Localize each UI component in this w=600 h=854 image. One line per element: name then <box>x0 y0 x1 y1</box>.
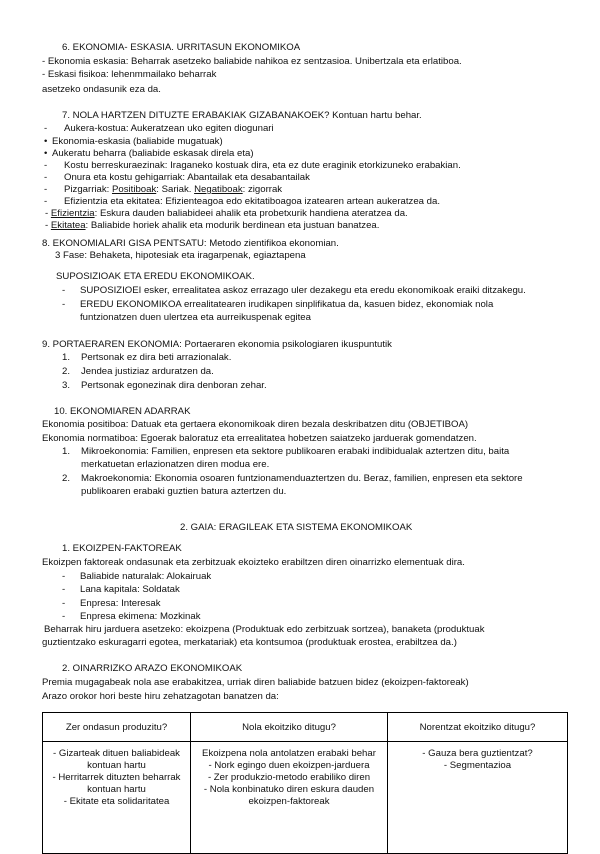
list-number: 3. <box>62 380 71 391</box>
dash-bullet: - <box>62 611 66 622</box>
cell-line: - Herritarrek dituzten beharrak <box>52 772 181 783</box>
section-10-item-1b: merkatuetan erlazionatzen diren modua ere. <box>81 459 270 470</box>
factor-item-1: Baliabide naturalak: Alokairuak <box>80 571 212 582</box>
section-7-item-8: - Efizientzia: Eskura dauden baliabideei ahalik eta probetxurik handiena ateratzea da. <box>45 208 408 219</box>
table-cell-how <box>191 742 388 854</box>
rewards-text: : Sariak. <box>156 184 195 195</box>
cell-line: - Nola konbinatuko diren eskura dauden <box>203 784 375 795</box>
factor-item-3: Enpresa: Interesak <box>80 598 161 609</box>
chapter-2-section-2-line-2: Arazo orokor hori beste hiru zehatzagotan banatzen da: <box>42 691 279 702</box>
list-number: 2. <box>62 366 71 377</box>
negative-term: Negatiboak <box>194 184 243 195</box>
section-10-line-2: Ekonomia normatiboa: Egoerak baloratuz eta errealitatea hobetzen saiatzeko jarduerak gomendatzen. <box>42 433 477 444</box>
section-7-item-7: Efizientzia eta ekitatea: Efizienteagoa edo ekitatiboagoa izatearen artean aukeratzea da. <box>64 196 441 207</box>
cell-line: - Segmentazioa <box>443 760 512 771</box>
section-10-item-1a: Mikroekonomia: Familien, enpresen eta sektore publikoaren erabaki indibidualak aztertzen ditu, baita <box>81 446 510 457</box>
cell-line: - Zer produkzio-metodo erabiliko diren <box>207 772 371 783</box>
chapter-2-section-2-title: 2. OINARRIZKO ARAZO EKONOMIKOAK <box>62 663 243 674</box>
dash-bullet: - <box>44 172 48 183</box>
factor-item-2: Lana kapitala: Soldatak <box>80 584 180 595</box>
dot-bullet: • <box>44 148 48 159</box>
cell-line: - Gizarteak dituen baliabideak <box>53 748 180 759</box>
economic-problems-table <box>42 712 568 854</box>
cell-line: - Nork egingo duen ekoizpen-jarduera <box>208 760 370 771</box>
list-number: 2. <box>62 473 71 484</box>
cell-line: kontuan hartu <box>87 760 146 771</box>
positive-term: Positiboak <box>111 184 157 195</box>
table-header-for-whom: Norentzat ekoitziko ditugu? <box>388 713 568 742</box>
section-6-line-3: asetzeko ondasunik eza da. <box>42 84 161 95</box>
chapter-2-section-1-para-1: Beharrak hiru jarduera asetzeko: ekoizpena (Produktuak edo zerbitzuak sortzea), banaketa (produktuak <box>44 624 485 635</box>
section-7-item-9: - Ekitatea: Baliabide horiek ahalik eta modurik berdinean eta justuan banatzea. <box>45 220 380 231</box>
dash-bullet: - <box>44 160 48 171</box>
section-8-item-1: SUPOSIZIOEI esker, errealitatea askoz errazago uler dezakegu eta eredu ekonomikoak eraiki ditzakegu. <box>80 285 526 296</box>
section-9-item-2: Jendea justiziaz arduratzen da. <box>81 366 214 377</box>
dot-bullet: • <box>44 136 48 147</box>
chapter-2-section-1-para-2: guztientzako eskuragarri egotea, merkatariak) eta kontsumoa (produktuak erostea, erabiltzea da.) <box>42 637 457 648</box>
incentives-label: Pizgarriak: <box>64 184 112 195</box>
section-8-subtitle: SUPOSIZIOAK ETA EREDU EKONOMIKOAK. <box>56 271 255 282</box>
cell-line: - Gauza bera guztientzat? <box>422 748 533 759</box>
cell-line: kontuan hartu <box>87 784 146 795</box>
section-10-item-2a: Makroekonomia: Ekonomia osoaren funtzionamenduaztertzen du. Beraz, familien, enpresen eta sektore <box>81 473 523 484</box>
dash-bullet: - <box>62 598 66 609</box>
section-8-item-2a: EREDU EKONOMIKOA errealitatearen irudikapen sinplifikatua da, kasuen bidez, ekonomiak nola <box>80 299 494 310</box>
factor-item-4: Enpresa ekimena: Mozkinak <box>80 611 201 622</box>
chapter-2-heading: 2. GAIA: ERAGILEAK ETA SISTEMA EKONOMIKOAK <box>180 522 413 533</box>
dash-bullet: - <box>62 571 66 582</box>
section-7-item-3: Aukeratu beharra (baliabide eskasak direla eta) <box>52 148 254 159</box>
section-6-line-2: - Eskasi fisikoa: lehenmmailako beharrak <box>42 69 217 80</box>
table-cell-what <box>43 742 191 854</box>
dash-bullet: - <box>62 285 66 296</box>
section-9-item-1: Pertsonak ez dira beti arrazionalak. <box>81 352 232 363</box>
list-number: 1. <box>62 446 71 457</box>
dash-bullet: - <box>44 196 48 207</box>
cell-line: ekoizpen-faktoreak <box>248 796 330 807</box>
section-9-title: 9. PORTAERAREN EKONOMIA: Portaeraren ekonomia psikologiaren ikuspuntutik <box>42 339 392 350</box>
chapter-2-section-1-intro: Ekoizpen faktoreak ondasunak eta zerbitzuak ekoizteko erabiltzen diren oinarrizko elementuak dira. <box>42 557 465 568</box>
dash-bullet: - <box>44 184 48 195</box>
section-8-item-2b: funtzionatzen duen ulertzea eta aurreikuspenak egitea <box>80 312 311 323</box>
chapter-2-section-1-title: 1. EKOIZPEN-FAKTOREAK <box>62 543 182 554</box>
chapter-2-section-2-line-1: Premia mugagabeak nola ase erabakitzea, urriak diren baliabide batzuen bidez (ekoizpen-faktoreak) <box>42 677 469 688</box>
table-header-how: Nola ekoitziko ditugu? <box>191 713 388 742</box>
dash-bullet: - <box>62 584 66 595</box>
efficiency-text: : Eskura dauden baliabideei ahalik eta probetxurik handiena ateratzea da. <box>94 208 408 219</box>
table-cell-for-whom <box>388 742 568 854</box>
section-10-line-1: Ekonomia positiboa: Datuak eta gertaera ekonomikoak diren bezala deskribatzen ditu (OBJETIBOA) <box>42 419 469 430</box>
section-8-line-1: 3 Fase: Behaketa, hipotesiak eta iragarpenak, egiaztapena <box>55 250 306 261</box>
table-header-row <box>43 713 568 742</box>
cell-line: - Ekitate eta solidaritatea <box>63 796 170 807</box>
section-6-title: 6. EKONOMIA- ESKASIA. URRITASUN EKONOMIKOA <box>62 42 301 53</box>
dash-bullet: - <box>62 299 66 310</box>
section-9-item-3: Pertsonak egonezinak dira denboran zehar. <box>81 380 267 391</box>
table-row <box>43 742 568 854</box>
section-7-item-6 <box>64 184 282 196</box>
efficiency-term: Efizientzia <box>50 208 95 219</box>
section-7-item-5: Onura eta kostu gehigarriak: Abantailak eta desabantailak <box>64 172 310 183</box>
section-8-title: 8. EKONOMIALARI GISA PENTSATU: Metodo zientifikoa ekonomian. <box>42 238 339 249</box>
section-10-title: 10. EKONOMIAREN ADARRAK <box>54 406 191 417</box>
equity-text: : Baliabide horiek ahalik eta modurik berdinean eta justuan banatzea. <box>85 220 380 231</box>
dash-bullet: - <box>44 123 48 134</box>
equity-term: Ekitatea <box>50 220 86 231</box>
section-7-item-2: Ekonomia-eskasia (baliabide mugatuak) <box>52 136 223 147</box>
table-header-what: Zer ondasun produzitu? <box>43 713 191 742</box>
section-6-line-1: - Ekonomia eskasia: Beharrak asetzeko baliabide nahikoa ez sentzasioa. Unibertzala eta erlatiboa. <box>42 56 462 67</box>
section-7-item-4: Kostu berreskuraezinak: Iraganeko kostuak dira, eta ez dute eraginik etorkizuneko erabakian. <box>64 160 461 171</box>
list-number: 1. <box>62 352 71 363</box>
section-7-title: 7. NOLA HARTZEN DITUZTE ERABAKIAK GIZABANAKOEK? Kontuan hartu behar. <box>62 110 422 121</box>
section-7-item-1: Aukera-kostua: Aukeratzean uko egiten diogunari <box>64 123 274 134</box>
cell-line: Ekoizpena nola antolatzen erabaki behar <box>202 748 376 759</box>
penalties-text: : zigorrak <box>242 184 283 195</box>
section-10-item-2b: publikoaren erabaki guztien batura aztertzen du. <box>81 486 287 497</box>
